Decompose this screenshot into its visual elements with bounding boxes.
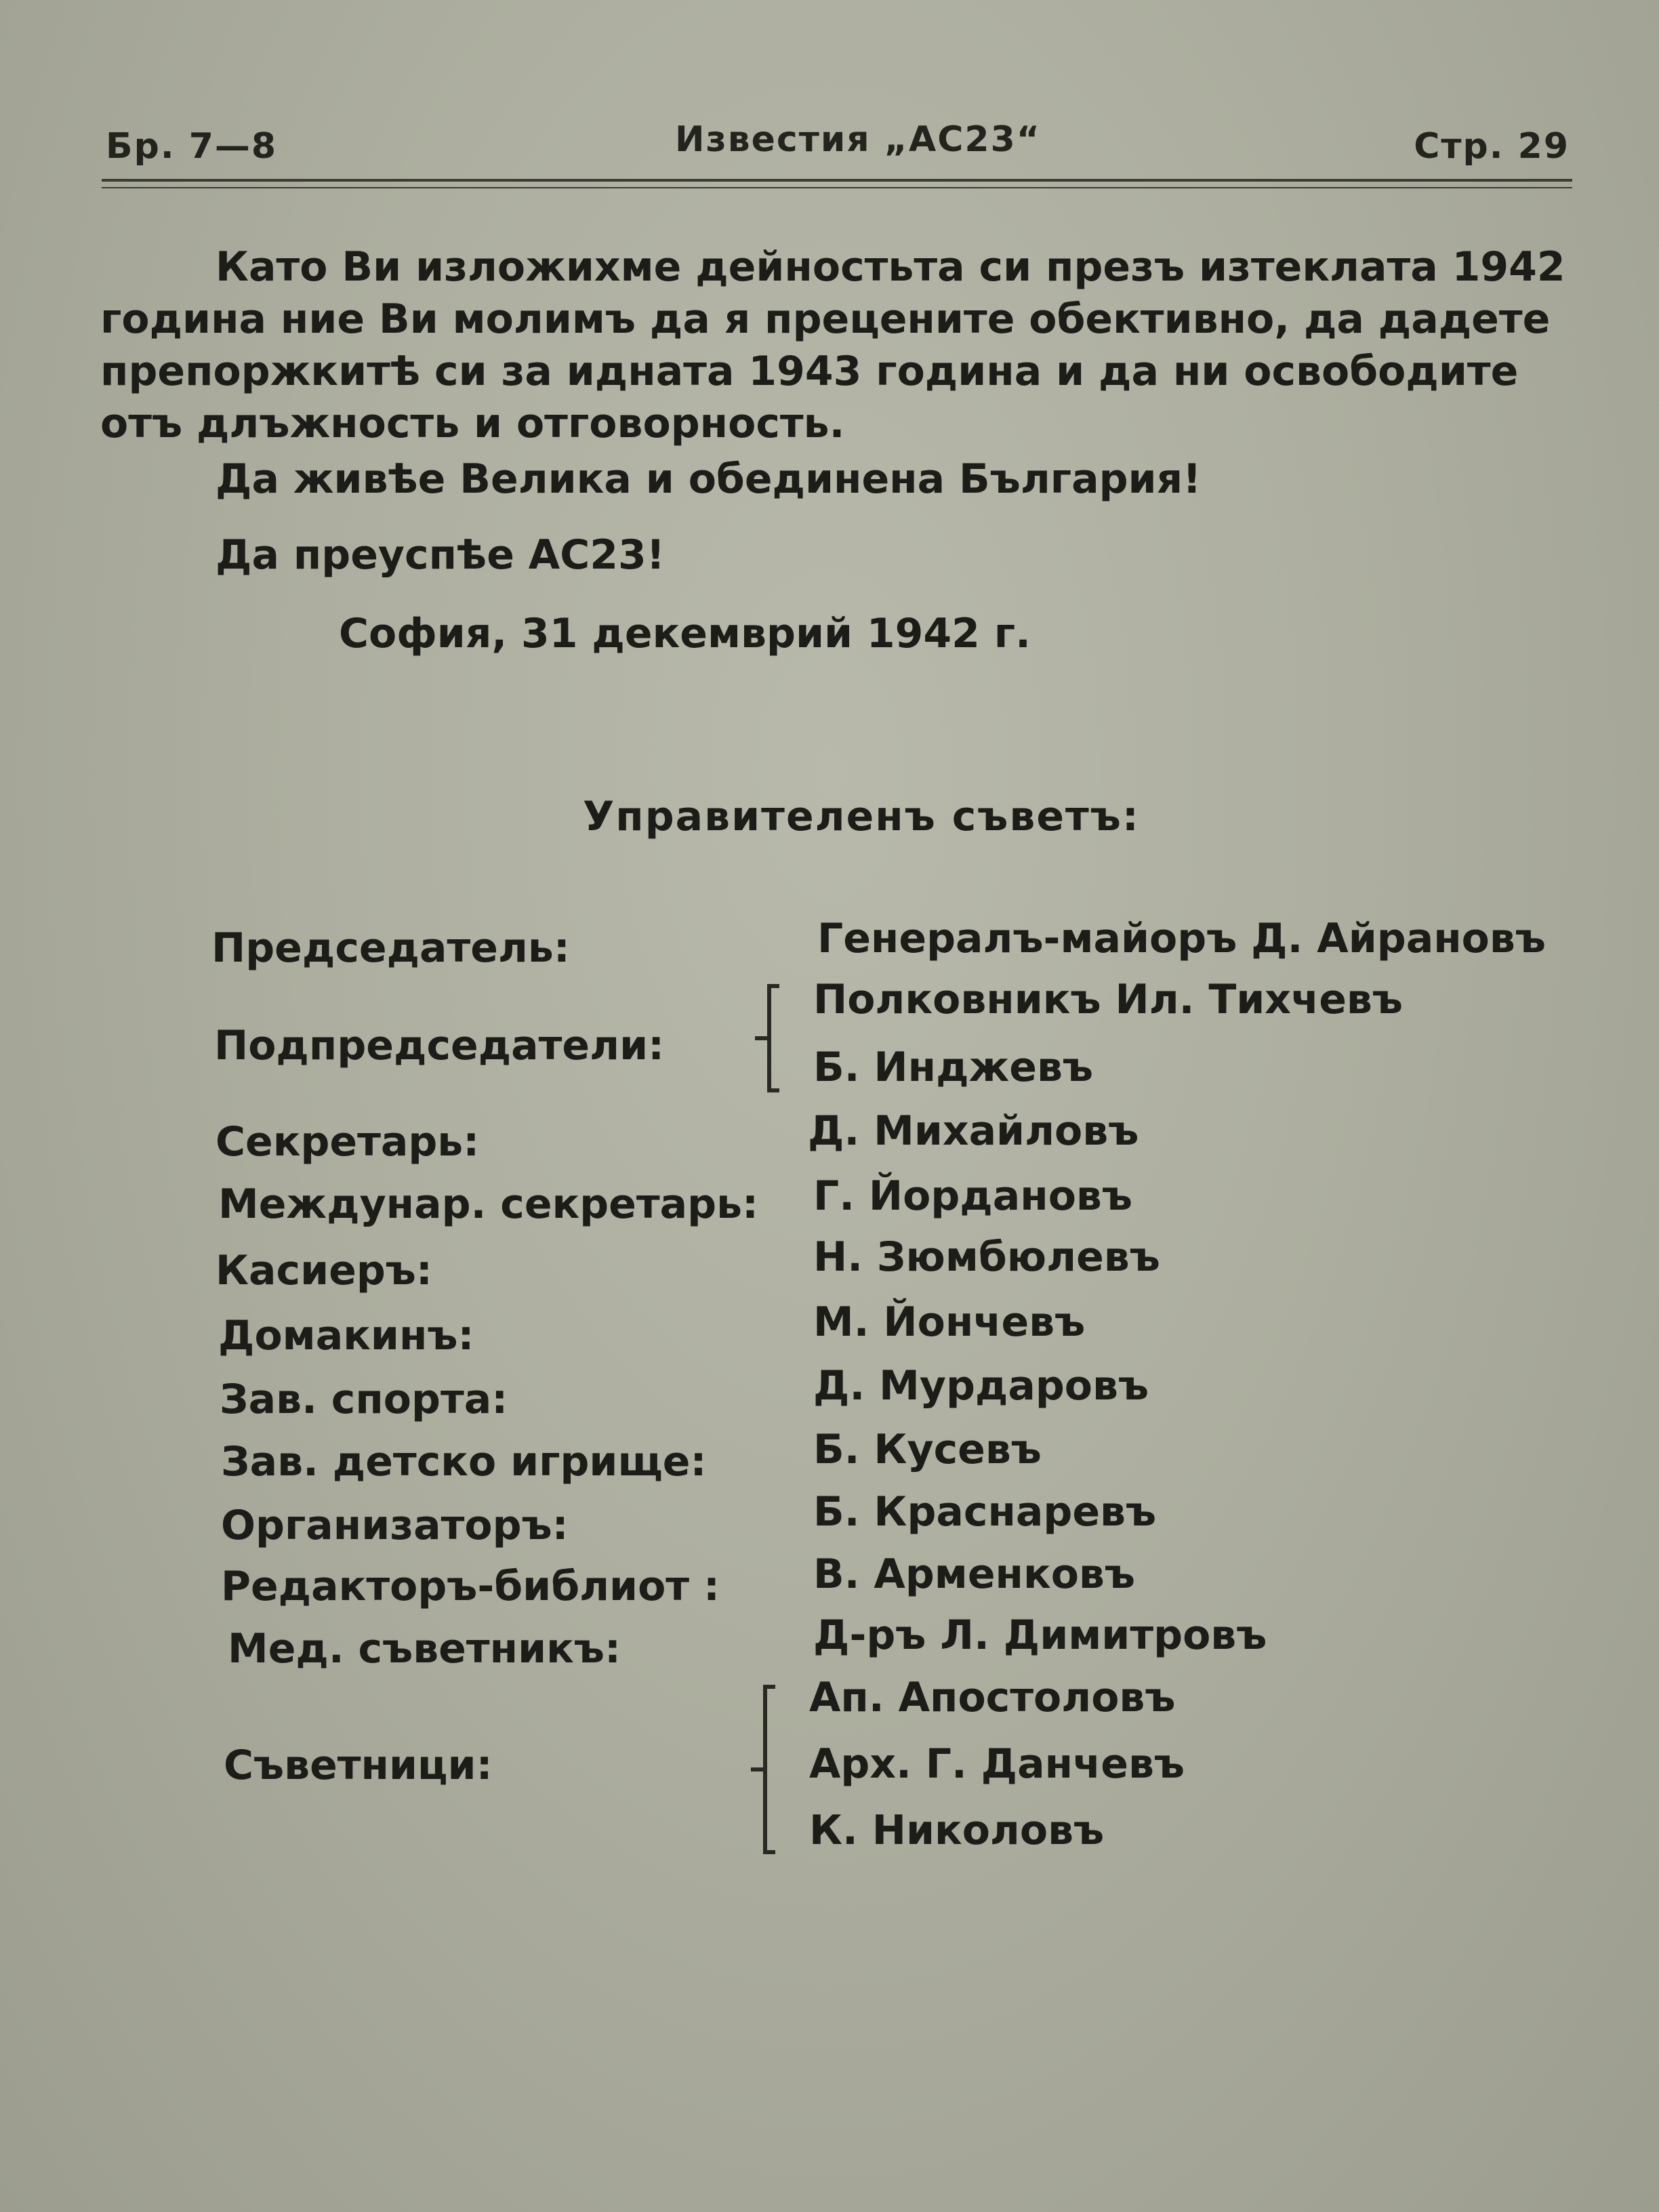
role-label: Подпредседатели: [214, 1022, 665, 1069]
paragraph-line: препоржкитѣ си за идната 1943 година и да ни освободите [100, 348, 1519, 395]
member-name: В. Арменковъ [813, 1551, 1135, 1598]
header-rule [102, 179, 1572, 182]
slogan-club: Да преуспѣе АС23! [216, 531, 665, 579]
member-name: М. Йончевъ [813, 1298, 1086, 1346]
member-name: Г. Йордановъ [813, 1172, 1132, 1220]
paragraph-line: отъ длъжность и отговорность. [100, 400, 845, 447]
member-name: Полковникъ Ил. Тихчевъ [813, 976, 1403, 1023]
header-rule-thin [102, 187, 1572, 188]
brace-bracket [767, 984, 787, 1092]
member-name: Б. Кусевъ [813, 1426, 1042, 1473]
role-label: Домакинъ: [218, 1312, 474, 1359]
member-name: Б. Инджевъ [813, 1044, 1093, 1091]
member-name: Генералъ-майоръ Д. Айрановъ [817, 915, 1546, 962]
closing-paragraph [100, 241, 1578, 450]
role-label: Мед. съветникъ: [228, 1625, 621, 1673]
role-label: Председатель: [211, 924, 570, 972]
member-name: Д. Михайловъ [808, 1107, 1139, 1155]
member-name: Н. Зюмбюлевъ [813, 1233, 1160, 1281]
role-label: Зав. детско игрище: [221, 1438, 707, 1486]
role-label: Междунар. секретарь: [218, 1181, 759, 1228]
role-label: Секретарь: [216, 1118, 480, 1166]
paragraph-line: Като Ви изложихме дейностьта си презъ изтеклата 1942 [216, 243, 1565, 291]
role-label: Касиеръ: [216, 1247, 432, 1294]
publication-title: Известия „АС23“ [675, 119, 1041, 160]
role-label: Съветници: [224, 1742, 493, 1789]
member-name: Ап. Апостоловъ [809, 1674, 1176, 1721]
role-label: Зав. спорта: [220, 1376, 508, 1423]
member-name: Б. Краснаревъ [813, 1488, 1157, 1536]
brace-bracket [763, 1685, 783, 1854]
issue-number: Бр. 7—8 [106, 126, 278, 167]
member-name: К. Николовъ [809, 1807, 1105, 1854]
member-name: Арх. Г. Данчевъ [809, 1740, 1185, 1788]
page-number: Стр. 29 [1414, 126, 1570, 167]
board-title: Управителенъ съветъ: [583, 793, 1140, 840]
slogan-bulgaria: Да живѣе Велика и обединена България! [216, 455, 1202, 503]
paragraph-line: година ние Ви молимъ да я прецените обективно, да дадете [100, 295, 1551, 343]
member-name: Д-ръ Л. Димитровъ [813, 1612, 1267, 1659]
running-header [106, 119, 1570, 173]
role-label: Редакторъ-библиот : [221, 1563, 720, 1610]
role-label: Организаторъ: [221, 1502, 569, 1549]
place-date: София, 31 декемврий 1942 г. [339, 610, 1031, 657]
member-name: Д. Мурдаровъ [813, 1362, 1149, 1410]
